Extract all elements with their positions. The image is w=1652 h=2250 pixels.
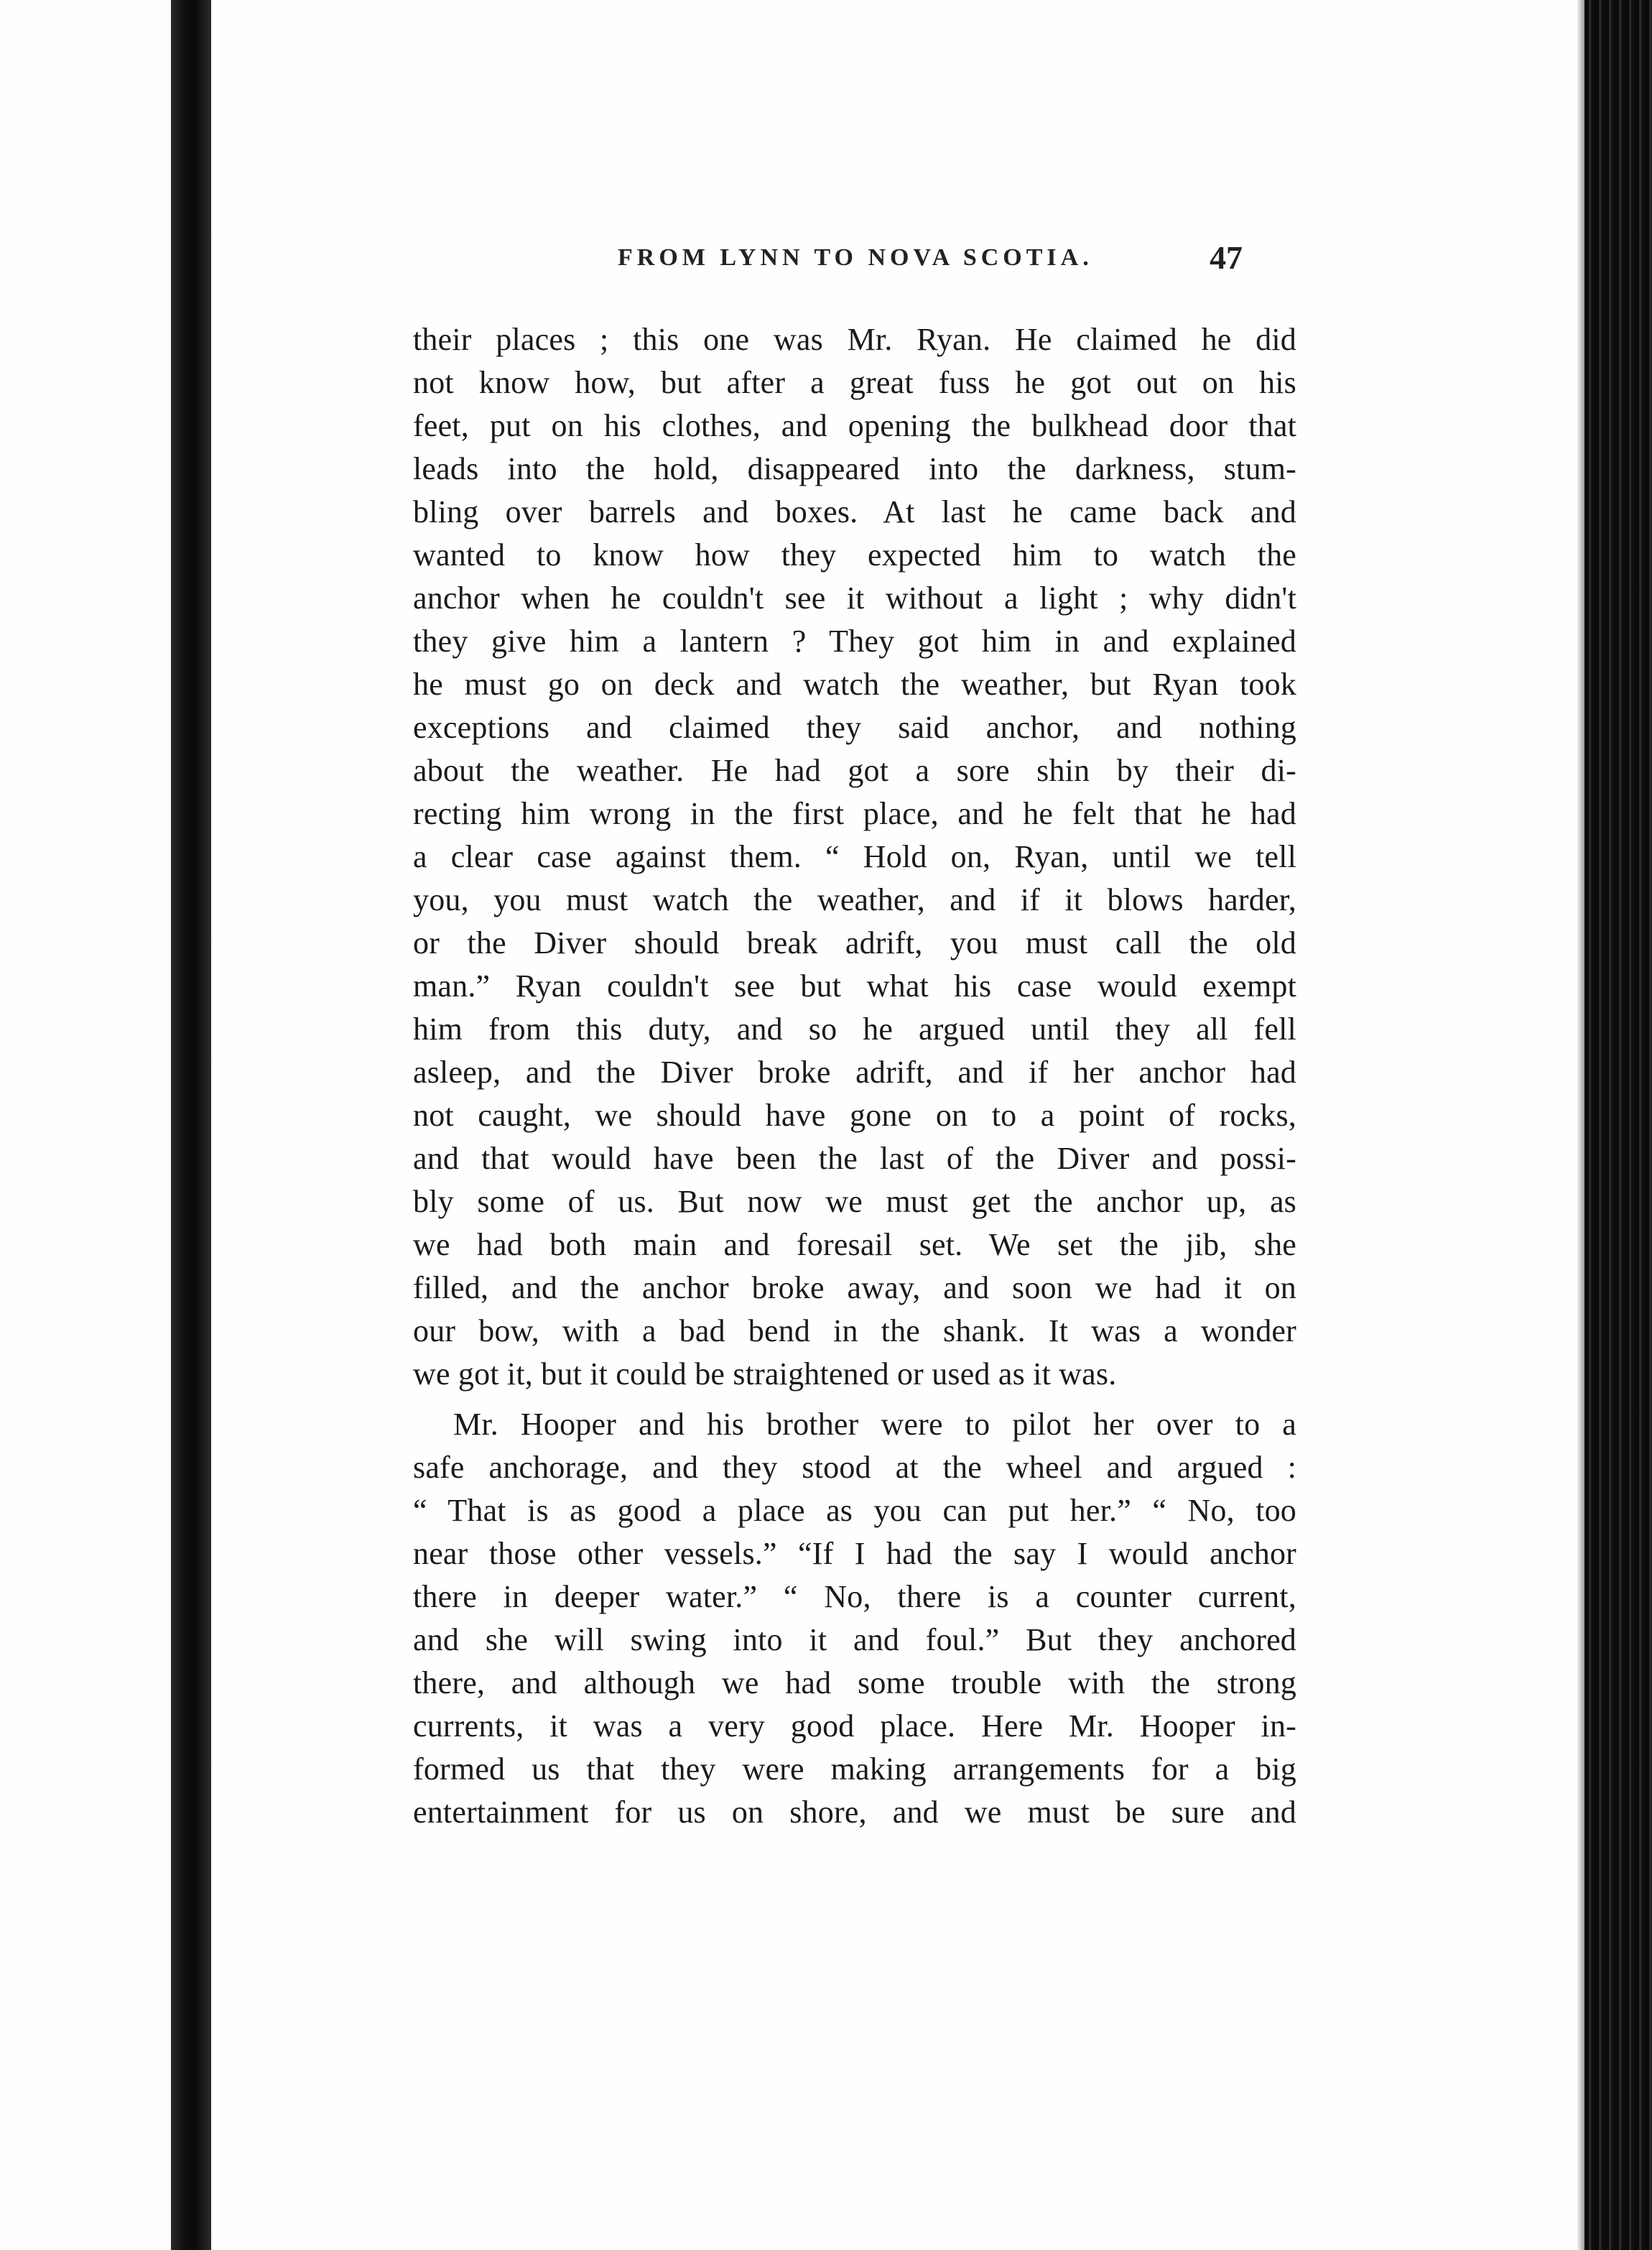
text-line: filled, and the anchor broke away, and soon we had it on: [413, 1270, 1296, 1305]
text-line: you, you must watch the weather, and if it blows harder,: [413, 882, 1296, 917]
paragraph-1: [413, 318, 1296, 1396]
text-line: not know how, but after a great fuss he got out on his: [413, 365, 1296, 400]
book-gutter: [171, 0, 211, 2250]
text-line: wanted to know how they expected him to watch the: [413, 537, 1296, 573]
text-line: or the Diver should break adrift, you must call the old: [413, 925, 1296, 960]
text-line: exceptions and claimed they said anchor, and nothing: [413, 710, 1296, 745]
text-line: recting him wrong in the first place, and he felt that he had: [413, 796, 1296, 831]
text-line: man.” Ryan couldn't see but what his case would exempt: [413, 968, 1296, 1004]
text-line: bling over barrels and boxes. At last he came back and: [413, 494, 1296, 529]
text-line: formed us that they were making arrangements for a big: [413, 1751, 1296, 1787]
text-line: there in deeper water.” “ No, there is a counter current,: [413, 1579, 1296, 1614]
text-line: about the weather. He had got a sore shin by their di-: [413, 753, 1296, 788]
running-head: FROM LYNN TO NOVA SCOTIA.: [618, 244, 1093, 271]
text-line: safe anchorage, and they stood at the wheel and argued :: [413, 1450, 1296, 1485]
text-line: they give him a lantern ? They got him in and explained: [413, 624, 1296, 659]
text-line: their places ; this one was Mr. Ryan. He claimed he did: [413, 322, 1296, 357]
text-line: entertainment for us on shore, and we must be sure and: [413, 1795, 1296, 1830]
body-text: [413, 318, 1296, 1834]
text-line: “ That is as good a place as you can put her.” “ No, too: [413, 1493, 1296, 1528]
text-line: and she will swing into it and foul.” But they anchored: [413, 1622, 1296, 1657]
text-line: anchor when he couldn't see it without a light ; why didn't: [413, 580, 1296, 616]
text-line: there, and although we had some trouble with the strong: [413, 1665, 1296, 1700]
text-line: a clear case against them. “ Hold on, Ryan, until we tell: [413, 839, 1296, 874]
paragraph-2: [413, 1403, 1296, 1834]
text-line: near those other vessels.” “If I had the say I would anchor: [413, 1536, 1296, 1571]
text-line: he must go on deck and watch the weather, but Ryan took: [413, 667, 1296, 702]
text-line: bly some of us. But now we must get the anchor up, as: [413, 1184, 1296, 1219]
facing-page-edge: [0, 0, 172, 2250]
text-line: our bow, with a bad bend in the shank. It was a wonder: [413, 1313, 1296, 1348]
text-line: Mr. Hooper and his brother were to pilot her over to a: [453, 1407, 1296, 1442]
text-line: him from this duty, and so he argued until they all fell: [413, 1011, 1296, 1047]
text-line: and that would have been the last of the Diver and possi-: [413, 1141, 1296, 1176]
text-line: leads into the hold, disappeared into the darkness, stum-: [413, 451, 1296, 486]
text-line: feet, put on his clothes, and opening the bulkhead door that: [413, 408, 1296, 443]
text-line: asleep, and the Diver broke adrift, and if her anchor had: [413, 1055, 1296, 1090]
page-stack-edge: [1584, 0, 1652, 2250]
text-line: currents, it was a very good place. Here Mr. Hooper in-: [413, 1708, 1296, 1744]
text-line: not caught, we should have gone on to a point of rocks,: [413, 1098, 1296, 1133]
text-line: we had both main and foresail set. We set the jib, she: [413, 1227, 1296, 1262]
text-line: we got it, but it could be straightened or used as it was.: [413, 1356, 1117, 1392]
page-number: 47: [1210, 239, 1243, 276]
